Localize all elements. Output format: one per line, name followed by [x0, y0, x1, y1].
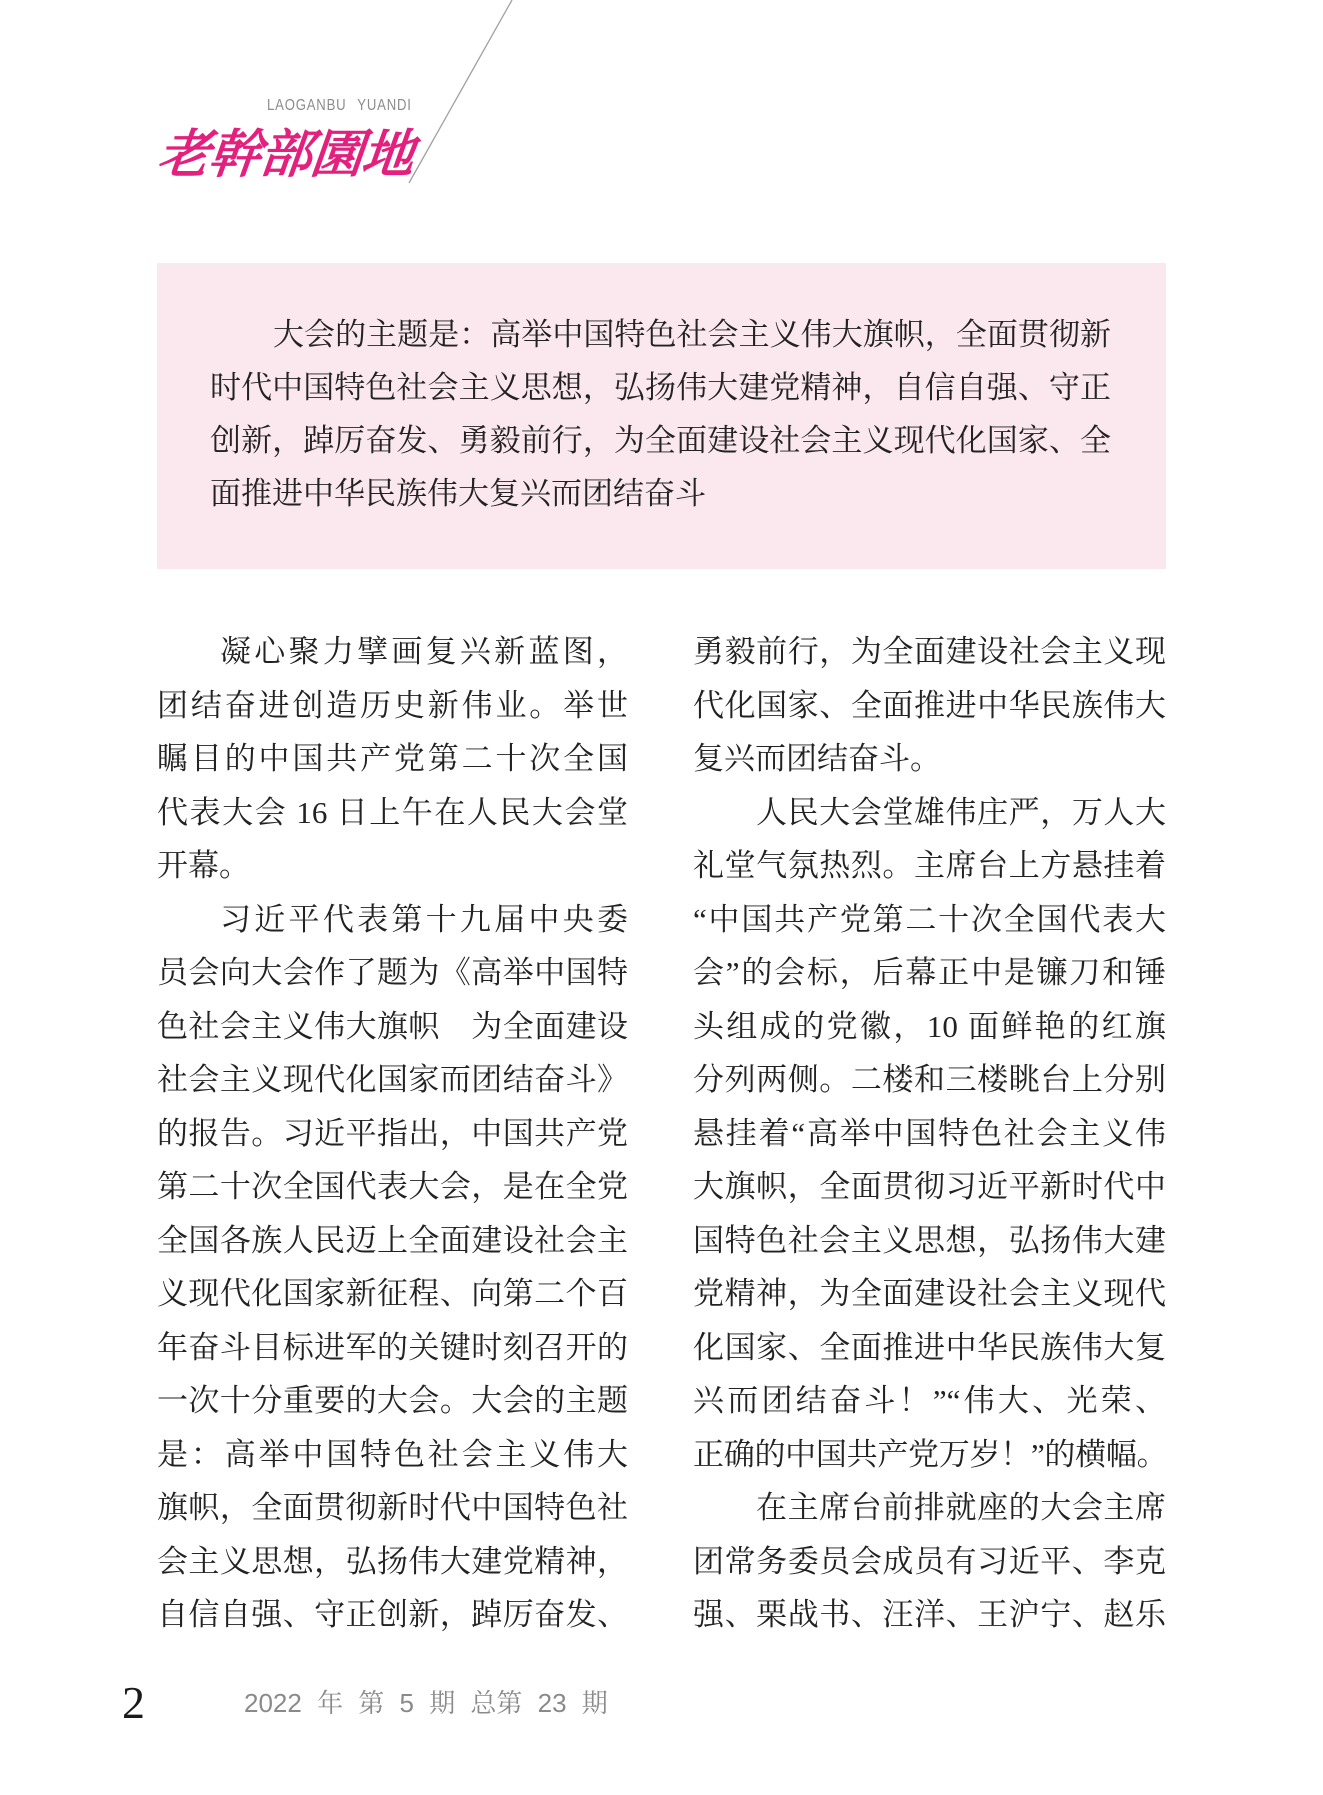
left-column-line: 习近平代表第十九届中央委 — [220, 901, 628, 937]
right-column-line: 团常务委员会成员有习近平、李克 — [693, 1543, 1166, 1579]
page-number: 2 — [122, 1677, 145, 1728]
right-column-line: 强、栗战书、汪洋、王沪宁、赵乐 — [693, 1597, 1166, 1632]
highlight-line: 时代中国特色社会主义思想，弘扬伟大建党精神，自信自强、守正 — [210, 370, 1111, 405]
left-column-line: 年奋斗目标进军的关键时刻召开的 — [157, 1329, 628, 1365]
right-column-line: 礼堂气氛热烈。主席台上方悬挂着 — [693, 848, 1166, 883]
article-right-column — [693, 625, 1166, 1642]
masthead-divider-line — [400, 0, 520, 190]
paragraph — [693, 625, 1166, 786]
left-column-line: 开幕。 — [157, 848, 250, 883]
masthead-pinyin: LAOGANBU YUANDI — [267, 97, 412, 114]
left-column-line: 瞩目的中国共产党第二十次全国 — [157, 741, 628, 776]
paragraph — [157, 893, 628, 1642]
masthead — [0, 0, 560, 200]
right-column-line: 代化国家、全面推进中华民族伟大 — [693, 687, 1166, 723]
highlight-line: 大会的主题是：高举中国特色社会主义伟大旗帜，全面贯彻新 — [273, 317, 1111, 352]
left-column-line: 会主义思想，弘扬伟大建党精神， — [157, 1543, 628, 1579]
left-column-line: 社会主义现代化国家而团结奋斗》 — [157, 1062, 628, 1097]
divider-stroke — [409, 0, 512, 183]
left-column-line: 的报告。习近平指出，中国共产党 — [157, 1115, 628, 1151]
right-column-line: 大旗帜，全面贯彻习近平新时代中 — [693, 1169, 1166, 1204]
article-left-column — [157, 625, 628, 1642]
left-column-line: 是：高举中国特色社会主义伟大 — [157, 1436, 628, 1472]
right-column-line: “中国共产党第二十次全国代表大 — [693, 901, 1166, 937]
theme-highlight-box — [157, 263, 1166, 569]
right-column-line: 党精神，为全面建设社会主义现代 — [693, 1276, 1166, 1311]
paragraph — [157, 625, 628, 893]
right-column-line: 勇毅前行，为全面建设社会主义现 — [693, 634, 1166, 669]
highlight-line: 创新，踔厉奋发、勇毅前行，为全面建设社会主义现代化国家、全 — [210, 423, 1111, 458]
masthead-title: 老幹部園地 — [154, 124, 417, 185]
left-column-line: 全国各族人民迈上全面建设社会主 — [157, 1222, 628, 1258]
right-column-line: 化国家、全面推进中华民族伟大复 — [693, 1329, 1166, 1365]
right-column-line: 分列两侧。二楼和三楼眺台上分别 — [693, 1062, 1166, 1097]
right-column-line: 正确的中国共产党万岁！”的横幅。 — [693, 1436, 1166, 1472]
left-column-line: 员会向大会作了题为《高举中国特 — [157, 955, 628, 990]
left-column-line: 凝心聚力擘画复兴新蓝图， — [220, 634, 628, 669]
left-column-line: 一次十分重要的大会。大会的主题 — [157, 1383, 628, 1418]
left-column-line: 代表大会 16 日上午在人民大会堂 — [157, 794, 628, 830]
right-column-line: 在主席台前排就座的大会主席 — [756, 1490, 1166, 1525]
right-column-line: 复兴而团结奋斗。 — [693, 741, 941, 776]
right-column-line: 头组成的党徽，10 面鲜艳的红旗 — [693, 1008, 1166, 1044]
right-column-line: 国特色社会主义思想，弘扬伟大建 — [693, 1222, 1166, 1258]
right-column-line: 悬挂着“高举中国特色社会主义伟 — [693, 1115, 1166, 1151]
left-column-line: 第二十次全国代表大会，是在全党 — [157, 1169, 628, 1204]
left-column-line: 团结奋进创造历史新伟业。举世 — [157, 687, 628, 723]
left-column-line: 色社会主义伟大旗帜 为全面建设 — [157, 1008, 628, 1044]
left-column-line: 自信自强、守正创新，踔厉奋发、 — [157, 1597, 628, 1632]
paragraph — [693, 786, 1166, 1482]
right-column-line: 人民大会堂雄伟庄严，万人大 — [756, 794, 1166, 830]
issue-info: 2022 年 第 5 期 总第 23 期 — [244, 1688, 608, 1718]
paragraph — [693, 1481, 1166, 1642]
right-column-line: 兴而团结奋斗！”“伟大、光荣、 — [693, 1383, 1166, 1418]
left-column-line: 义现代化国家新征程、向第二个百 — [157, 1276, 628, 1311]
right-column-line: 会”的会标，后幕正中是镰刀和锤 — [693, 955, 1166, 990]
highlight-line: 面推进中华民族伟大复兴而团结奋斗 — [210, 476, 706, 511]
left-column-line: 旗帜，全面贯彻新时代中国特色社 — [157, 1490, 628, 1525]
